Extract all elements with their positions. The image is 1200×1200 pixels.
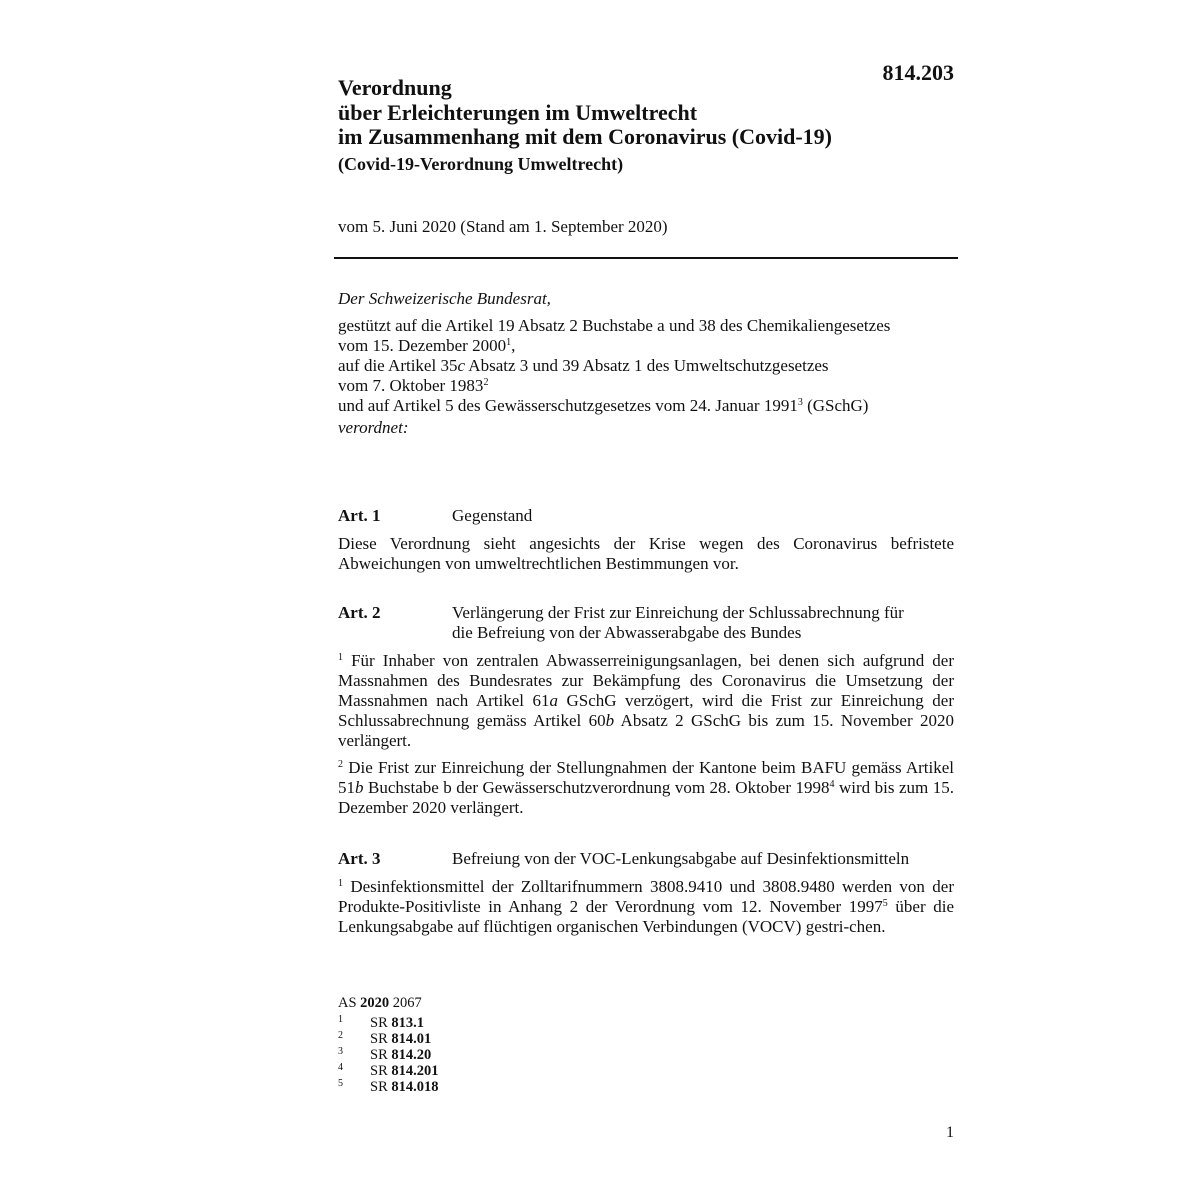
article-2-number: Art. 2: [338, 603, 381, 622]
article-3-title: Befreiung von der VOC-Lenkungsabgabe auf Desinfektionsmitteln: [452, 849, 910, 868]
footnote-ref-3[interactable]: 3: [797, 397, 803, 408]
footnote-sr-ref[interactable]: 813.1: [391, 1015, 424, 1031]
preamble: [338, 289, 956, 438]
sr-number: 814.203: [882, 60, 954, 85]
preamble-issuer: Der Schweizerische Bundesrat,: [338, 289, 551, 308]
article-1-number: Art. 1: [338, 506, 381, 525]
footnote-3: [338, 1047, 638, 1063]
footnote-sr-ref[interactable]: 814.01: [391, 1031, 432, 1047]
preamble-basis-line-1: gestützt auf die Artikel 19 Absatz 2 Buchstabe a und 38 des Chemikaliengesetzes: [338, 316, 891, 335]
article-1-title: Gegenstand: [452, 506, 533, 525]
page-number: 1: [946, 1124, 954, 1141]
preamble-decrees: verordnet:: [338, 418, 409, 437]
article-2-heading: [338, 603, 956, 643]
footnote-ref-1[interactable]: 1: [506, 337, 512, 348]
header-rule: [334, 257, 958, 259]
article-1-body: [338, 534, 954, 581]
title-line-1: Verordnung: [338, 75, 452, 100]
footnote-text: [370, 1015, 424, 1031]
paragraph-text: über die Lenkungsabgabe auf flüchtigen organischen Verbindungen (VOCV) gestri-chen.: [338, 897, 954, 936]
preamble-basis-line-3: [338, 356, 956, 376]
paragraph-mark: 2: [338, 759, 343, 770]
article-2-paragraph-1: [338, 651, 954, 751]
preamble-basis-line-2: [338, 336, 956, 356]
footnote-prefix: SR: [370, 1079, 392, 1095]
footnote-2: [338, 1031, 638, 1047]
date-line: vom 5. Juni 2020 (Stand am 1. September 2020): [338, 217, 668, 236]
paragraph-text: GSchG verzögert, wird die Frist zur Einreichung der Schlussabrechnung gemäss Artikel 60: [338, 691, 954, 730]
paragraph-text: Desinfektionsmittel der Zolltarifnummern 3808.9410 und 3808.9480 werden von der Produkte-Positivliste in Anhang 2 der Verordnung vom 12. November 1997: [338, 877, 954, 916]
footnote-mark: 4: [338, 1062, 343, 1073]
footnote-ref-4[interactable]: 4: [829, 779, 835, 790]
short-title: (Covid-19-Verordnung Umweltrecht): [338, 154, 624, 174]
footnote-1: [338, 1015, 638, 1031]
footnote-mark: 5: [338, 1078, 343, 1089]
paragraph-text: Die Frist zur Einreichung der Stellungnahmen der Kantone beim BAFU gemäss Artikel 51: [338, 758, 954, 797]
footnote-mark: 2: [338, 1030, 343, 1041]
paragraph-text: Absatz 2 GSchG bis zum 15. November 2020 verlängert.: [338, 711, 954, 750]
paragraph-text: Für Inhaber von zentralen Abwasserreinigungsanlagen, bei denen sich aufgrund der Massnahmen des Bundesrates zur Bekämpfung des Coronavirus die Umsetzung der Massnahmen nach Artikel 61: [338, 651, 954, 710]
document-title: [338, 76, 958, 150]
footnote-text: [370, 1047, 431, 1063]
article-3-heading: [338, 849, 956, 869]
preamble-basis-italic: c: [457, 356, 465, 375]
article-2-title-line-1: Verlängerung der Frist zur Einreichung der Schlussabrechnung für: [452, 603, 904, 622]
footnote-mark: 1: [338, 1014, 343, 1025]
footnote-prefix: SR: [370, 1015, 392, 1031]
article-3-paragraph-1: [338, 877, 954, 937]
preamble-basis-text: Absatz 3 und 39 Absatz 1 des Umweltschutzgesetzes: [465, 356, 829, 375]
preamble-basis-text: vom 7. Oktober 1983: [338, 376, 484, 395]
footnotes: [338, 994, 638, 1095]
paragraph-text: Buchstabe b der Gewässerschutzverordnung vom 28. Oktober 1998: [363, 778, 830, 797]
footnote-sr-ref[interactable]: 814.201: [391, 1063, 439, 1079]
footnote-4: [338, 1063, 638, 1079]
article-2-paragraph-2: [338, 758, 954, 818]
as-prefix: AS: [338, 995, 361, 1011]
as-year: 2020: [360, 995, 390, 1011]
preamble-basis-text: und auf Artikel 5 des Gewässerschutzgesetzes vom 24. Januar 1991: [338, 396, 798, 415]
article-1-paragraph: Diese Verordnung sieht angesichts der Krise wegen des Coronavirus befristete Abweichungen von umweltrechtlichen Bestimmungen vor.: [338, 534, 954, 573]
preamble-basis-text: auf die Artikel 35: [338, 356, 458, 375]
paragraph-italic: a: [549, 691, 558, 710]
title-line-3: im Zusammenhang mit dem Coronavirus (Covid-19): [338, 124, 833, 149]
as-reference: [338, 994, 638, 1012]
footnote-sr-ref[interactable]: 814.20: [391, 1047, 432, 1063]
footnote-prefix: SR: [370, 1047, 392, 1063]
preamble-basis-line-5: [338, 396, 956, 416]
footnote-prefix: SR: [370, 1031, 392, 1047]
footnote-text: [370, 1031, 431, 1047]
footnote-ref-5[interactable]: 5: [882, 898, 888, 909]
footnote-5: [338, 1079, 638, 1095]
paragraph-mark: 1: [338, 652, 343, 663]
preamble-basis-text: ,: [511, 336, 516, 355]
paragraph-italic: b: [355, 778, 364, 797]
preamble-basis-text: (GSchG): [802, 396, 869, 415]
footnote-text: [370, 1063, 439, 1079]
article-2-title: [452, 603, 956, 643]
footnote-prefix: SR: [370, 1063, 392, 1079]
title-line-2: über Erleichterungen im Umweltrecht: [338, 99, 698, 125]
article-3-body: [338, 877, 954, 944]
article-1-heading: [338, 506, 956, 526]
preamble-basis-text: vom 15. Dezember 2000: [338, 336, 507, 355]
footnote-ref-2[interactable]: 2: [483, 377, 489, 388]
paragraph-text: wird bis zum 15. Dezember 2020 verlängert.: [338, 778, 954, 817]
paragraph-mark: 1: [338, 878, 343, 889]
article-2-body: [338, 651, 954, 825]
footnote-text: [370, 1079, 439, 1095]
as-page: 2067: [389, 995, 422, 1011]
paragraph-italic: b: [605, 711, 615, 730]
footnote-sr-ref[interactable]: 814.018: [391, 1079, 439, 1095]
preamble-basis-line-4: [338, 376, 956, 396]
footnote-mark: 3: [338, 1046, 343, 1057]
article-2-title-line-2: die Befreiung von der Abwasserabgabe des Bundes: [452, 623, 802, 642]
article-3-number: Art. 3: [338, 849, 381, 868]
